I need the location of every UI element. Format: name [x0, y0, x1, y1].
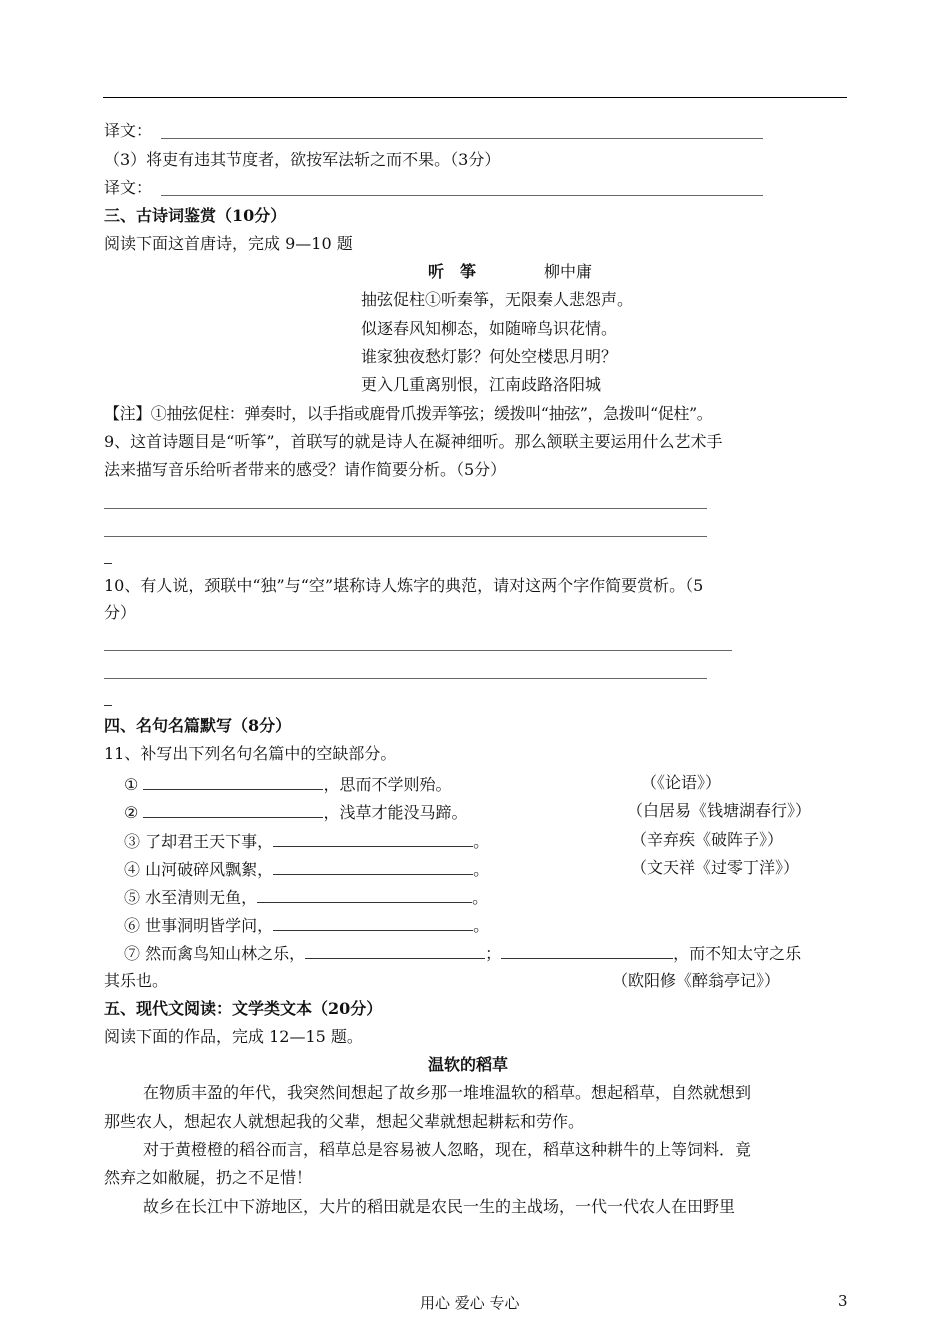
fill-item-4: ④ 山河破碎风飘絮， 。	[124, 860, 490, 879]
fill-source: （《论语》）	[641, 773, 722, 792]
fill-item-6: ⑥ 世事洞明皆学问， 。	[124, 916, 490, 935]
question-10: 10、有人说，颈联中“独”与“空”堪称诗人炼字的典范，请对这两个字作简要赏析。（5	[104, 576, 704, 595]
fill-item-2: ② ，浅草才能没马蹄。	[124, 803, 468, 822]
poem-author: 柳中庸	[544, 262, 593, 281]
fill-source: （文天祥《过零丁洋》）	[631, 858, 800, 877]
translation-label: 译文：	[104, 178, 153, 197]
question-10-cont: 分）	[104, 603, 137, 622]
fill-blank[interactable]	[501, 942, 673, 959]
section-3-heading: 三、古诗词鉴赏（10分）	[104, 206, 287, 225]
answer-line[interactable]	[104, 508, 707, 509]
poem-line: 谁家独夜愁灯影？何处空楼思月明？	[361, 347, 618, 366]
fill-item-7: ⑦ 然而禽鸟知山林之乐， ； ，而不知太守之乐	[124, 944, 802, 963]
fill-source: （辛弃疾《破阵子》）	[631, 830, 784, 849]
section-3-intro: 阅读下面这首唐诗，完成 9—10 题	[104, 234, 353, 253]
answer-line[interactable]	[104, 650, 732, 651]
poem-line: 抽弦促柱①听秦筝，无限秦人悲怨声。	[361, 290, 634, 309]
page-number: 3	[838, 1292, 848, 1310]
essay-title: 温软的稻草	[428, 1055, 509, 1074]
header-rule	[103, 97, 847, 98]
fill-blank[interactable]	[143, 801, 323, 818]
poem-note: 【注】①抽弦促柱：弹奏时，以手指或鹿骨爪拨弄筝弦；缓拨叫“抽弦”，急拨叫“促柱”。	[104, 404, 713, 423]
fill-item-7-cont: 其乐也。	[104, 971, 169, 990]
essay-paragraph: 在物质丰盈的年代，我突然间想起了故乡那一堆堆温软的稻草。想起稻草，自然就想到	[143, 1083, 752, 1102]
footer-text: 用心 爱心 专心	[420, 1294, 520, 1312]
section-5-heading: 五、现代文阅读：文学类文本（20分）	[104, 999, 383, 1018]
answer-line[interactable]	[161, 195, 763, 196]
fill-blank[interactable]	[143, 773, 323, 790]
essay-paragraph: 故乡在长江中下游地区，大片的稻田就是农民一生的主战场，一代一代农人在田野里	[143, 1197, 736, 1216]
poem-title: 听 筝	[428, 262, 477, 281]
fill-blank[interactable]	[273, 914, 473, 931]
section-4-heading: 四、名句名篇默写（8分）	[104, 716, 292, 735]
fill-source: （白居易《钱塘湖春行》）	[627, 801, 812, 820]
fill-item-1: ① ，思而不学则殆。	[124, 775, 452, 794]
fill-item-5: ⑤ 水至清则无鱼， 。	[124, 888, 489, 907]
essay-paragraph: 那些农人，想起农人就想起我的父辈，想起父辈就想起耕耘和劳作。	[104, 1112, 585, 1131]
question-3: （3）将吏有违其节度者，欲按军法斩之而不果。（3分）	[104, 150, 501, 169]
answer-line-end	[104, 705, 112, 706]
answer-line[interactable]	[104, 536, 707, 537]
essay-paragraph: 对于黄橙橙的稻谷而言，稻草总是容易被人忽略，现在，稻草这种耕牛的上等饲料．竟	[143, 1140, 752, 1159]
translation-label: 译文：	[104, 121, 153, 140]
fill-blank[interactable]	[273, 830, 473, 847]
section-5-intro: 阅读下面的作品，完成 12—15 题。	[104, 1027, 363, 1046]
essay-paragraph: 然弃之如敝屣，扔之不足惜！	[104, 1168, 313, 1187]
question-11: 11、补写出下列名句名篇中的空缺部分。	[104, 744, 397, 763]
answer-line-end	[104, 563, 112, 564]
answer-line[interactable]	[104, 678, 707, 679]
question-9: 9、这首诗题目是“听筝”，首联写的就是诗人在凝神细听。那么颔联主要运用什么艺术手	[104, 432, 723, 451]
fill-blank[interactable]	[273, 858, 473, 875]
fill-source: （欧阳修《醉翁亭记》）	[612, 971, 781, 990]
fill-item-3: ③ 了却君王天下事， 。	[124, 832, 490, 851]
poem-line: 似逐春风知柳态，如随啼鸟识花情。	[361, 319, 618, 338]
answer-line[interactable]	[161, 138, 763, 139]
fill-blank[interactable]	[305, 942, 485, 959]
poem-line: 更入几重离别恨，江南歧路洛阳城	[361, 375, 602, 394]
question-9-cont: 法来描写音乐给听者带来的感受？请作简要分析。（5分）	[104, 460, 507, 479]
fill-blank[interactable]	[257, 886, 472, 903]
